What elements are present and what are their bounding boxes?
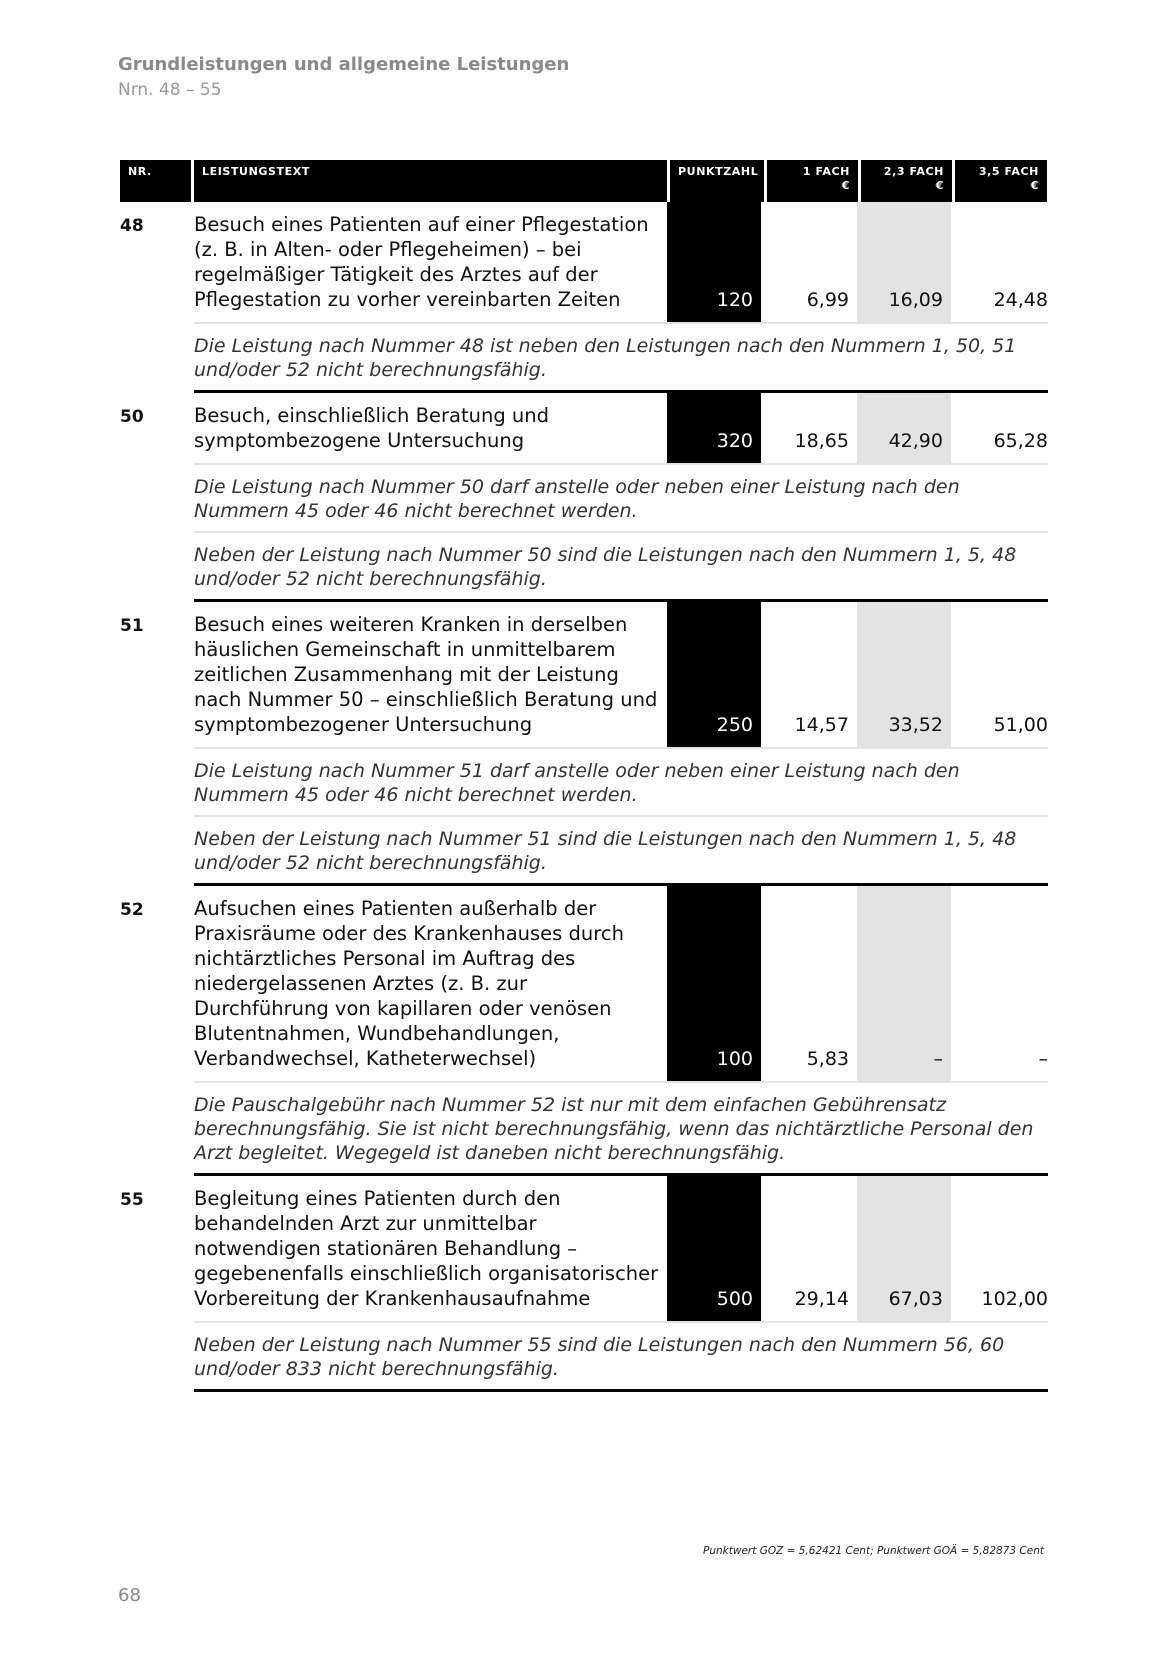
column-header-punktzahl: PUNKTZAHL xyxy=(670,160,764,202)
service-text: Begleitung eines Patienten durch den behandelnden Arzt zur unmittelbar notwendigen stationären Behandlung – gegebenenfalls einschließlich organisatorischer Vorbereitung der Krankenhausaufnahme xyxy=(194,1187,659,1310)
fee-3-5-fach: 65,28 xyxy=(993,430,1048,452)
column-header-1-fach-unit: € xyxy=(841,179,850,193)
table-row-50 xyxy=(120,393,1048,602)
punktzahl-value: 250 xyxy=(667,602,761,747)
column-header-3-5-fach-label: 3,5 FACH xyxy=(978,165,1039,178)
row-note: Die Leistung nach Nummer 48 ist neben den Leistungen nach den Nummern 1, 50, 51 und/oder 52 nicht berechnungsfähig. xyxy=(194,335,1017,381)
table-header xyxy=(120,160,1048,202)
service-text: Besuch eines weiteren Kranken in derselben häuslichen Gemeinschaft in unmittelbarem zeitlichen Zusammenhang mit der Leistung nach Nummer 50 – einschließlich Beratung und symptombezogener Untersuchung xyxy=(194,613,658,736)
fee-2-3-fach: 16,09 xyxy=(857,202,951,322)
row-number: 48 xyxy=(120,216,144,236)
fee-1-fach: 29,14 xyxy=(794,1288,849,1310)
row-note: Die Leistung nach Nummer 50 darf anstelle oder neben einer Leistung nach den Nummern 45 oder 46 nicht berechnet werden. xyxy=(194,465,1048,533)
fee-3-5-fach: 102,00 xyxy=(981,1288,1048,1310)
fee-table xyxy=(120,160,1048,1392)
table-row-52 xyxy=(120,886,1048,1176)
table-row-51 xyxy=(120,602,1048,886)
service-text: Besuch eines Patienten auf einer Pflegestation (z. B. in Alten- oder Pflegeheimen) – bei regelmäßiger Tätigkeit des Arztes auf der Pflegestation zu vorher vereinbarten Zeiten xyxy=(194,213,649,311)
punktzahl-value: 500 xyxy=(667,1176,761,1321)
column-header-3-5-fach-unit: € xyxy=(1030,179,1039,193)
column-header-2-3-fach-unit: € xyxy=(935,179,944,193)
row-number: 55 xyxy=(120,1190,144,1210)
row-number: 52 xyxy=(120,900,144,920)
fee-3-5-fach: – xyxy=(1038,1048,1048,1070)
punktzahl-value: 320 xyxy=(667,393,761,463)
row-number: 51 xyxy=(120,616,144,636)
row-note: Neben der Leistung nach Nummer 51 sind die Leistungen nach den Nummern 1, 5, 48 und/oder 52 nicht berechnungsfähig. xyxy=(194,828,1017,874)
column-header-1-fach-label: 1 FACH xyxy=(802,165,850,178)
column-header-nr: NR. xyxy=(120,160,191,202)
row-note: Neben der Leistung nach Nummer 50 sind die Leistungen nach den Nummern 1, 5, 48 und/oder 52 nicht berechnungsfähig. xyxy=(194,544,1017,590)
row-note: Die Leistung nach Nummer 51 darf anstelle oder neben einer Leistung nach den Nummern 45 oder 46 nicht berechnet werden. xyxy=(194,749,1048,817)
fee-3-5-fach: 24,48 xyxy=(993,289,1048,311)
punktwert-footnote: Punktwert GOZ = 5,62421 Cent; Punktwert GOÄ = 5,82873 Cent xyxy=(703,1545,1044,1557)
fee-2-3-fach: 67,03 xyxy=(857,1176,951,1321)
service-text: Besuch, einschließlich Beratung und symptombezogene Untersuchung xyxy=(194,404,549,452)
table-row-55 xyxy=(120,1176,1048,1392)
section-subtitle: Nrn. 48 – 55 xyxy=(118,80,222,100)
fee-1-fach: 18,65 xyxy=(794,430,849,452)
fee-2-3-fach: 33,52 xyxy=(857,602,951,747)
fee-2-3-fach: – xyxy=(857,886,951,1081)
fee-2-3-fach: 42,90 xyxy=(857,393,951,463)
column-header-2-3-fach-label: 2,3 FACH xyxy=(883,165,944,178)
fee-1-fach: 5,83 xyxy=(806,1048,849,1070)
fee-1-fach: 6,99 xyxy=(806,289,849,311)
row-note: Neben der Leistung nach Nummer 55 sind die Leistungen nach den Nummern 56, 60 und/oder 833 nicht berechnungsfähig. xyxy=(194,1334,1005,1380)
column-header-leistungstext: LEISTUNGSTEXT xyxy=(194,160,667,202)
column-header-1-fach xyxy=(767,160,858,202)
column-header-2-3-fach xyxy=(861,160,952,202)
section-title: Grundleistungen und allgemeine Leistungen xyxy=(118,54,570,75)
table-row-48 xyxy=(120,202,1048,393)
fee-3-5-fach: 51,00 xyxy=(993,714,1048,736)
service-text: Aufsuchen eines Patienten außerhalb der Praxisräume oder des Krankenhauses durch nichtärztliches Personal im Auftrag des niedergelassenen Arztes (z. B. zur Durchführung von kapillaren oder venösen Blutentnahmen, Wundbehandlungen, Verbandwechsel, Katheterwechsel) xyxy=(194,897,624,1070)
column-header-3-5-fach xyxy=(955,160,1047,202)
row-divider xyxy=(194,1389,1048,1392)
punktzahl-value: 120 xyxy=(667,202,761,322)
page-number: 68 xyxy=(118,1585,141,1606)
row-number: 50 xyxy=(120,407,144,427)
fee-1-fach: 14,57 xyxy=(794,714,849,736)
row-note: Die Pauschalgebühr nach Nummer 52 ist nur mit dem einfachen Gebührensatz berechnungsfähig. Sie ist nicht berechnungsfähig, wenn das nichtärztliche Personal den Arzt begleitet. Wegegeld ist daneben nicht berechnungsfähig. xyxy=(194,1094,1034,1164)
punktzahl-value: 100 xyxy=(667,886,761,1081)
